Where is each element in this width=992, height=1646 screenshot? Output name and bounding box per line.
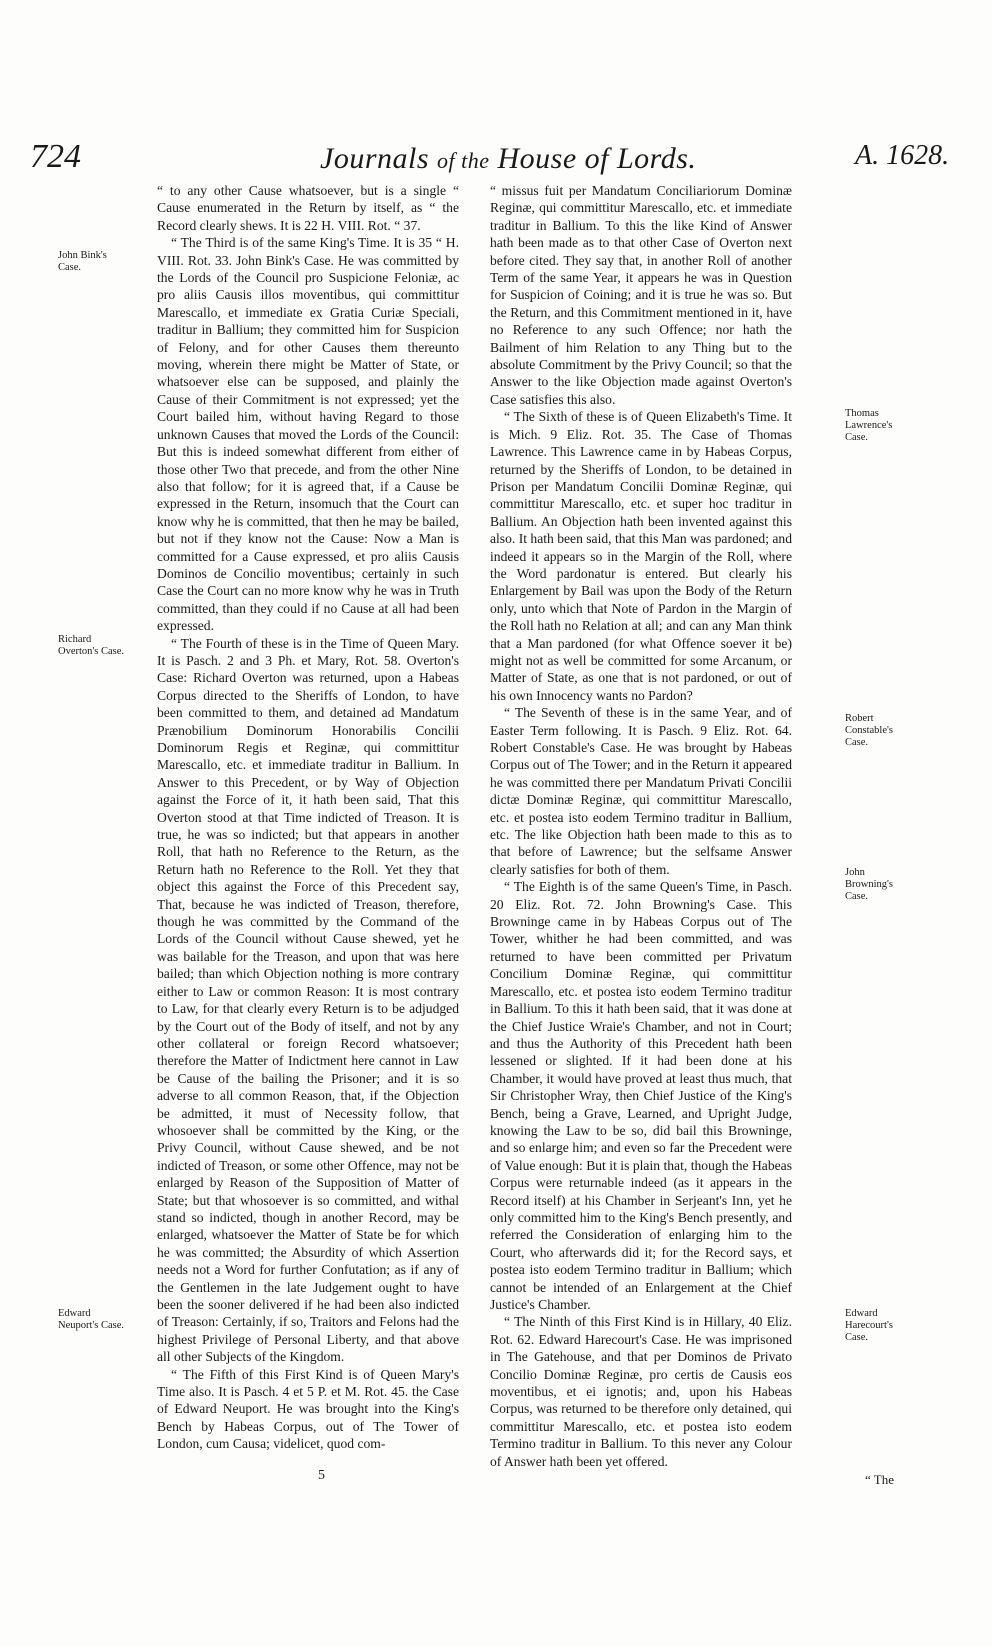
- running-title-part-1: Journals: [320, 142, 429, 175]
- paragraph: “ The Ninth of this First Kind is in Hillary, 40 Eliz. Rot. 62. Edward Harecourt's Case. He was imprisoned in The Gatehouse, and that per Dominos de Privato Concilio Dominæ Reginæ, pro certis de Causis eos moventibus, et ei ignotis; and, upon his Habeas Corpus, was returned to be therefore only detained, qui committitur Marescallo, etc. et postea isto eodem Termino traditur in Ballium. To this never any Colour of Answer hath been yet offered.: [490, 1314, 792, 1469]
- margin-note-lawrence: Thomas Lawrence's Case.: [845, 408, 893, 443]
- margin-note-constable: Robert Constable's Case.: [845, 713, 893, 748]
- page-number: 724: [30, 138, 81, 175]
- page-header: [0, 138, 992, 178]
- running-title-of: of the: [437, 148, 490, 173]
- paragraph: “ The Third is of the same King's Time. It is 35 “ H. VIII. Rot. 33. John Bink's Case. He was committed by the Lords of the Council pro Suspicione Feloniæ, ac pro aliis Causis illos moventibus, qui committitur Marescallo, et immediate ex Gratia Curiæ Speciali, traditur in Ballium; they committed him for Suspicion of Felony, and for other Causes them thereunto moving, wherein there might be Matter of State, or whatsoever else can be supposed, and plainly the Cause of their Commitment is not expressed; yet the Court bailed him, without having Regard to those unknown Causes that moved the Lords of the Council: But this is indeed somewhat different from either of those other Two that precede, and from the other Nine also that follow; for it is agreed that, if a Cause be expressed in the Return, insomuch that the Court can know why he is committed, that then he may be bailed, but not if they know not the Cause: Now a Man is committed for a Cause expressed, et pro aliis Causis Dominos de Concilio moventibus; certainly in such Case the Court can no more know why he was in Truth committed, than they could if no Cause at all had been expressed.: [157, 235, 459, 634]
- paragraph: “ to any other Cause whatsoever, but is a single “ Cause enumerated in the Return by itself, as “ the Record clearly shews. It is 22 H. VIII. Rot. “ 37.: [157, 183, 459, 233]
- paragraph: “ missus fuit per Mandatum Conciliariorum Dominæ Reginæ, qui committitur Marescallo, etc. et immediate traditur in Ballium. To this the like Kind of Answer hath been made as to that other Case of Overton next before cited. They say that, in another Roll of another Term of the same Year, it appears he was in Question for Suspicion of Coining; and it is true he was so. But the Return, and this Commitment mentioned in it, have no Reference to any such Offence; nor hath the Bailment of him Relation to any Thing but to the absolute Commitment by the Privy Council; so that the Answer to the like Objection made against Overton's Case satisfies this also.: [490, 183, 792, 407]
- margin-note-bink: John Bink's Case.: [58, 250, 107, 273]
- paragraph: “ The Sixth of these is of Queen Elizabeth's Time. It is Mich. 9 Eliz. Rot. 35. The Case of Thomas Lawrence. This Lawrence came in by Habeas Corpus, returned by the Sheriffs of London, to be detained in Prison per Mandatum Concilii Dominæ Reginæ, qui committitur Marescallo, etc. et super hoc traditur in Ballium. An Objection hath been invented against this also. It hath been said, that this Man was pardoned; and indeed it appears so in the Margin of the Roll, where the Word pardonatur is entered. But clearly his Enlargement by Bail was upon the Body of the Return only, unto which that Note of Pardon in the Margin of the Roll hath no Relation at all; and can any Man think that a Man pardoned (for what Offence soever it be) might not as well be committed for some Arcanum, or Matter of State, as one that is not pardoned, or out of his own Innocency wants no Pardon?: [490, 409, 793, 703]
- paragraph: “ The Seventh of these is in the same Year, and of Easter Term following. It is Pasch. 9 Eliz. Rot. 64. Robert Constable's Case. He was brought by Habeas Corpus out of The Tower; and in the Return it appeared he was committed there per Mandatum Privati Concilii dictæ Dominæ Reginæ, qui committitur Marescallo, etc. et postea isto eodem Termino traditur in Ballium, etc. The like Objection hath been made to this as to that before of Lawrence; but the selfsame Answer clearly satisfies for both of them.: [490, 705, 792, 877]
- margin-note-harecourt: Edward Harecourt's Case.: [845, 1308, 893, 1343]
- margin-note-neuport: Edward Neuport's Case.: [58, 1308, 125, 1331]
- paragraph: “ The Eighth is of the same Queen's Time, in Pasch. 20 Eliz. Rot. 72. John Browning's Case. This Browninge came in by Habeas Corpus out of The Tower, whither he had been committed, and was returned to have been committed per Privatum Concilium Dominæ Reginæ, qui committitur Marescallo, etc. et postea isto eodem Termino traditur in Ballium. To this it hath been said, that it was done at the Chief Justice Wraie's Chamber, and not in Court; and thus the Authority of this Precedent hath been lessened or slighted. If it had been done at his Chamber, it would have proved at least thus much, that Sir Christopher Wray, then Chief Justice of the King's Bench, being a Grave, Learned, and Upright Judge, knowing the Law to be so, did bail this Browninge, and so enlarge him; and even so far the Precedent were of Value enough: But it is plain that, though the Habeas Corpus were returnable indeed (as it appears in the Record itself) at his Chamber in Serjeant's Inn, yet he only committed him to the King's Bench presently, and referred the Consideration of enlarging him to the Court, who afterwards did it; for the Record says, et postea isto eodem Termino traditur in Ballium; which cannot be intended of an Enlargement at the Chief Justice's Chamber.: [490, 879, 792, 1312]
- left-column: [157, 182, 459, 1453]
- year-label: A. 1628.: [855, 140, 950, 171]
- right-column: [490, 182, 792, 1470]
- margin-note-overton: Richard Overton's Case.: [58, 634, 125, 657]
- paragraph: “ The Fifth of this First Kind is of Queen Mary's Time also. It is Pasch. 4 et 5 P. et M. Rot. 45. the Case of Edward Neuport. He was brought into the King's Bench by Habeas Corpus, out of The Tower of London, cum Causa; videlicet, quod com-: [157, 1366, 459, 1452]
- signature-mark: 5: [318, 1468, 325, 1483]
- margin-note-browning: John Browning's Case.: [845, 867, 893, 902]
- running-title-part-2: House of Lords.: [497, 142, 697, 175]
- running-title: [320, 142, 696, 176]
- catchword: “ The: [865, 1472, 894, 1487]
- paragraph: “ The Fourth of these is in the Time of Queen Mary. It is Pasch. 2 and 3 Ph. et Mary, Rot. 58. Overton's Case: Richard Overton was returned, upon a Habeas Corpus directed to the Sheriffs of London, to have been committed to them, and detained ad Mandatum Prænobilium Dominorum Honorabilis Concilii Dominorum Regis et Reginæ, qui committitur Marescallo, etc. et immediate traditur in Ballium. In Answer to this Precedent, or by Way of Objection against the Force of it, it hath been said, That this Overton stood at that Time indicted of Treason. It is true, he was so indicted; but that appears in another Roll, that hath no Reference to the Return, as the Return hath no Reference to the Roll. Yet they that object this against the Force of this Precedent say, That, because he was indicted of Treason, therefore, though he was committed by the Command of the Lords of the Council without Cause shewed, yet he was bailable for the Treason, and upon that was here bailed; than which Objection nothing is more contrary either to Law or common Reason: It is most contrary to Law, for that clearly every Return is to be adjudged by the Court out of the Body of itself, and not by any other collateral or foreign Record whatsoever; therefore the Matter of Indictment here cannot in Law be Cause of the bailing the Prisoner; and it is so adverse to all common Reason, that, if the Objection be admitted, it must of Necessity follow, that whosoever shall be committed by the King, or the Privy Council, without Cause shewed, and be not indicted of Treason, or some other Offence, may not be enlarged by Reason of the Supposition of Matter of State; but that whosoever is so committed, and withal stand so indicted, though in another Record, may be enlarged, whatsoever the Matter of State be for which he was committed; the Absurdity of which Assertion needs not a Word for further Confutation; as if any of the Gentlemen in the late Judgement ought to have been the sooner delivered if he had been also indicted of Treason: Certainly, if so, Traitors and Felons had the highest Privilege of Personal Liberty, and that above all other Subjects of the Kingdom.: [157, 635, 459, 1365]
